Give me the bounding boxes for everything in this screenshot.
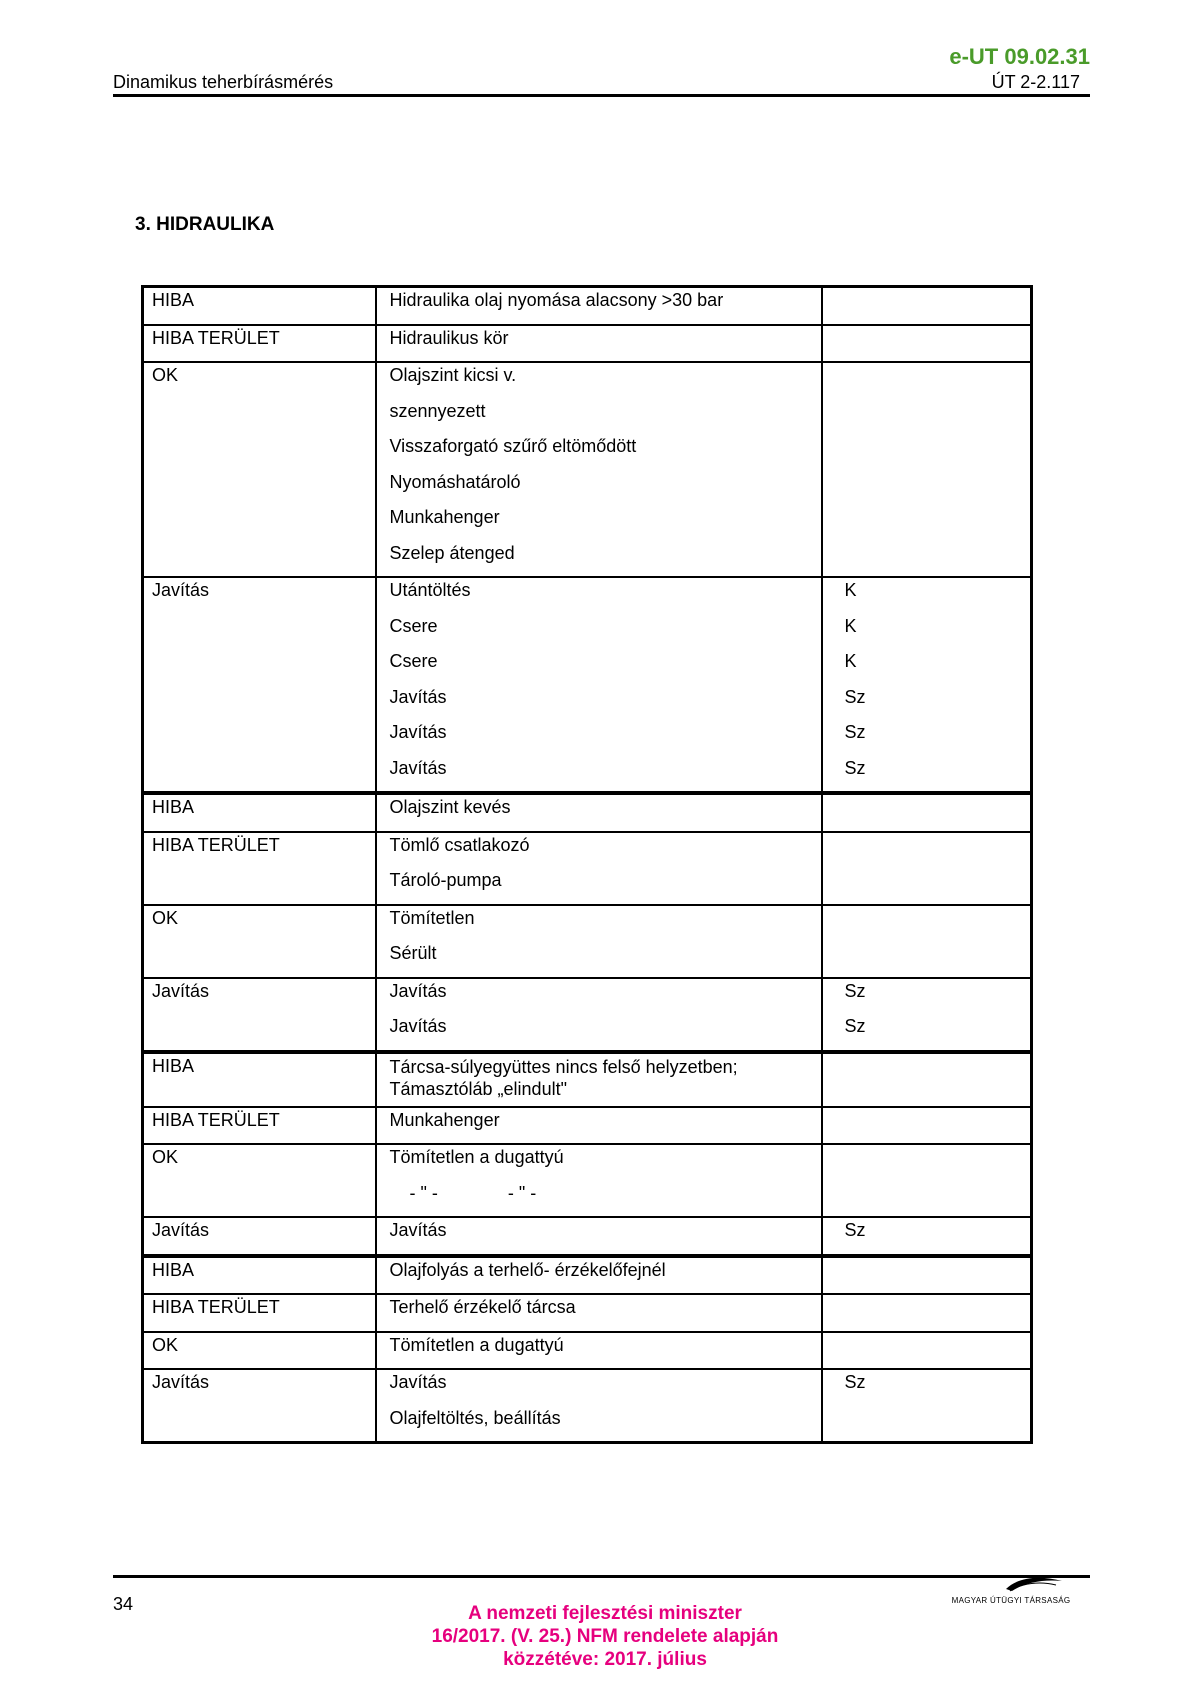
description-cell: [376, 287, 822, 325]
code-cell: [822, 577, 1032, 793]
row-label-cell: [143, 832, 376, 905]
row-label: Javítás: [152, 580, 210, 600]
code-cell: [822, 325, 1032, 363]
row-label: OK: [152, 1147, 179, 1167]
row-label-cell: [143, 1256, 376, 1295]
publisher-note: [395, 1602, 815, 1671]
table-row: [143, 793, 1032, 832]
logo-text: MAGYAR ÚTÜGYI TÁRSASÁG: [951, 1596, 1071, 1605]
table-row: [143, 1294, 1032, 1332]
repair-code: Sz: [844, 686, 866, 707]
publisher-line-1: A nemzeti fejlesztési miniszter: [468, 1603, 742, 1624]
code-cell: [822, 1052, 1032, 1107]
description-line: Javítás: [389, 980, 447, 1001]
description-line: Visszaforgató szűrő eltömődött: [389, 436, 637, 456]
row-label-cell: [143, 1052, 376, 1107]
row-label: HIBA: [152, 797, 195, 817]
row-label: HIBA TERÜLET: [152, 327, 280, 348]
row-label: HIBA TERÜLET: [152, 834, 280, 855]
description-cell: [376, 1256, 822, 1295]
description-cell: [376, 1332, 822, 1370]
row-label-cell: [143, 793, 376, 832]
code-cell: [822, 1107, 1032, 1145]
description-line: Hidraulika olaj nyomása alacsony >30 bar: [389, 290, 724, 310]
row-label: HIBA: [152, 290, 195, 310]
row-label-cell: [143, 577, 376, 793]
table-row: [143, 577, 1032, 793]
code-cell: [822, 1332, 1032, 1370]
description-line: Olajfeltöltés, beállítás: [389, 1407, 561, 1428]
description-line: Hidraulikus kör: [389, 327, 509, 348]
description-line: Tároló-pumpa: [389, 870, 502, 890]
header-rule: [113, 94, 1090, 97]
table-row: [143, 905, 1032, 978]
description-line: Javítás: [389, 1016, 447, 1036]
row-label-cell: [143, 905, 376, 978]
code-cell: [822, 1294, 1032, 1332]
table-row: [143, 325, 1032, 363]
description-line: Javítás: [389, 722, 447, 742]
publisher-line-2: 16/2017. (V. 25.) NFM rendelete alapján: [431, 1626, 779, 1647]
description-cell: [376, 1107, 822, 1145]
repair-code: Sz: [844, 1016, 866, 1036]
repair-code: K: [844, 651, 857, 671]
description-line: Javítás: [389, 757, 447, 778]
standard-number: ÚT 2-2.117: [991, 72, 1080, 92]
description-cell: [376, 1052, 822, 1107]
description-line: Tömítetlen a dugattyú: [389, 1334, 564, 1355]
description-line: Tárcsa-súlyegyüttes nincs felső helyzetben;: [389, 1056, 738, 1077]
repair-code: Sz: [844, 757, 866, 778]
row-label: HIBA: [152, 1055, 195, 1076]
row-label-cell: [143, 362, 376, 577]
description-line: Tömítetlen a dugattyú: [389, 1147, 564, 1167]
code-cell: [822, 1217, 1032, 1256]
description-line: szennyezett: [389, 400, 486, 421]
description-line: Csere: [389, 651, 438, 671]
row-label-cell: [143, 1294, 376, 1332]
row-label-cell: [143, 1369, 376, 1443]
description-line: Javítás: [389, 686, 447, 707]
repair-code: Sz: [844, 980, 866, 1001]
description-line: Csere: [389, 615, 438, 636]
code-cell: [822, 905, 1032, 978]
description-cell: [376, 1369, 822, 1443]
section-title: 3. HIDRAULIKA: [135, 214, 275, 235]
description-cell: [376, 832, 822, 905]
description-text: [377, 1054, 821, 1106]
repair-code: K: [844, 615, 857, 636]
row-label: HIBA TERÜLET: [152, 1297, 280, 1317]
fault-table-body: [143, 287, 1032, 1443]
description-line: Támasztóláb „elindult": [389, 1078, 567, 1099]
repair-code: Sz: [844, 722, 866, 742]
document-code: e-UT 09.02.31: [949, 44, 1090, 69]
table-row: [143, 287, 1032, 325]
description-cell: [376, 1144, 822, 1217]
row-label: OK: [152, 1334, 179, 1355]
running-header-title: Dinamikus teherbírásmérés: [113, 72, 334, 92]
code-cell: [822, 1369, 1032, 1443]
table-row: [143, 832, 1032, 905]
repair-code: K: [844, 580, 857, 600]
description-cell: [376, 1294, 822, 1332]
description-cell: [376, 793, 822, 832]
row-label-cell: [143, 1144, 376, 1217]
description-cell: [376, 905, 822, 978]
publisher-line-3: közzétéve: 2017. július: [503, 1649, 707, 1670]
description-line: - " - - " -: [389, 1182, 537, 1203]
description-line: Munkahenger: [389, 1109, 500, 1130]
row-label-cell: [143, 287, 376, 325]
code-cell: [822, 793, 1032, 832]
row-label: Javítás: [152, 1220, 210, 1240]
description-cell: [376, 325, 822, 363]
description-line: Javítás: [389, 1220, 447, 1240]
description-line: Szelep átenged: [389, 542, 515, 563]
table-row: [143, 1369, 1032, 1443]
code-cell: [822, 362, 1032, 577]
description-line: Terhelő érzékelő tárcsa: [389, 1297, 576, 1317]
table-row: [143, 1144, 1032, 1217]
table-row: [143, 978, 1032, 1052]
row-label: HIBA: [152, 1259, 195, 1280]
code-cell: [822, 287, 1032, 325]
table-row: [143, 1332, 1032, 1370]
row-label: OK: [152, 907, 179, 928]
code-cell: [822, 1256, 1032, 1295]
description-line: Olajszint kicsi v.: [389, 365, 517, 385]
description-cell: [376, 1217, 822, 1256]
row-label: HIBA TERÜLET: [152, 1109, 280, 1130]
description-line: Tömítetlen: [389, 907, 475, 928]
description-cell: [376, 362, 822, 577]
repair-code: Sz: [844, 1372, 866, 1392]
description-line: Nyomáshatároló: [389, 471, 521, 492]
table-row: [143, 1217, 1032, 1256]
row-label-cell: [143, 1217, 376, 1256]
description-line: Utántöltés: [389, 580, 471, 600]
repair-code: Sz: [844, 1220, 866, 1240]
code-cell: [822, 978, 1032, 1052]
description-line: Olajfolyás a terhelő- érzékelőfejnél: [389, 1259, 666, 1280]
row-label: Javítás: [152, 1372, 210, 1392]
row-label-cell: [143, 1107, 376, 1145]
code-cell: [822, 832, 1032, 905]
description-line: Tömlő csatlakozó: [389, 834, 530, 855]
table-row: [143, 1052, 1032, 1107]
description-cell: [376, 577, 822, 793]
page-number: 34: [113, 1594, 134, 1614]
description-line: Munkahenger: [389, 507, 500, 527]
row-label-cell: [143, 978, 376, 1052]
row-label-cell: [143, 1332, 376, 1370]
description-cell: [376, 978, 822, 1052]
code-cell: [822, 1144, 1032, 1217]
row-label: Javítás: [152, 980, 210, 1001]
description-line: Olajszint kevés: [389, 797, 511, 817]
table-row: [143, 1107, 1032, 1145]
fault-table: [141, 285, 1033, 1444]
row-label: OK: [152, 365, 179, 385]
row-label-cell: [143, 325, 376, 363]
table-row: [143, 362, 1032, 577]
description-line: Javítás: [389, 1372, 447, 1392]
description-line: Sérült: [389, 943, 437, 963]
table-row: [143, 1256, 1032, 1295]
